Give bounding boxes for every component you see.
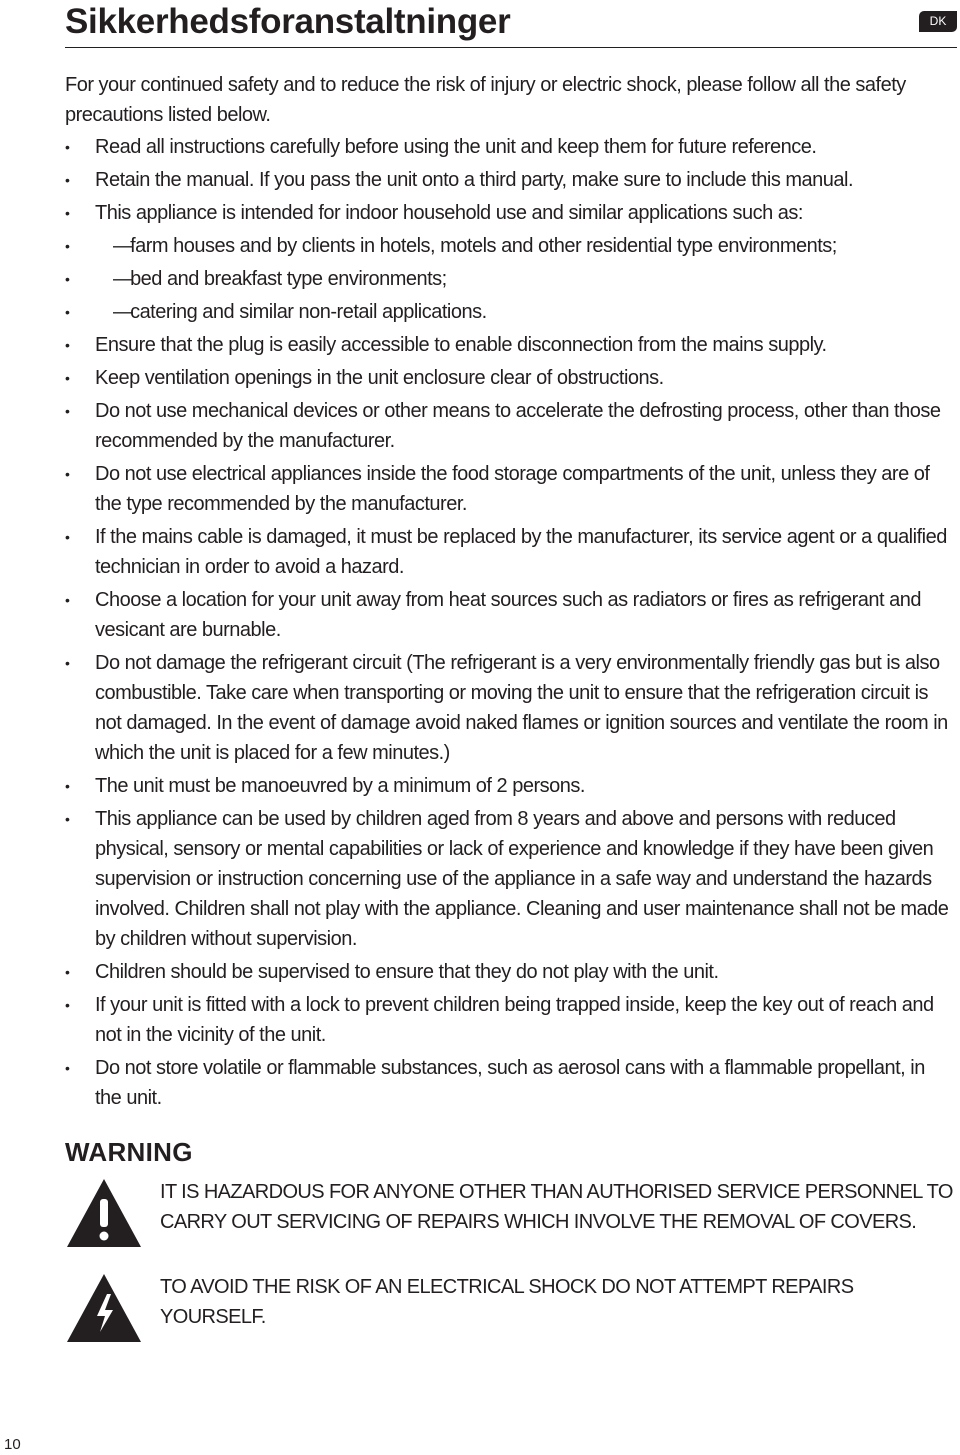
page-title: Sikkerhedsforanstaltninger — [65, 2, 511, 41]
list-item: • Retain the manual. If you pass the unit onto a third party, make sure to include this manual. — [65, 165, 955, 195]
list-item: • Children should be supervised to ensure that they do not play with the unit. — [65, 957, 955, 987]
list-item: • Choose a location for your unit away from heat sources such as radiators or fires as refrigerant and vesicant are burnable. — [65, 585, 955, 645]
intro-paragraph: For your continued safety and to reduce the risk of injury or electric shock, please follow all the safety precautions listed below. — [65, 74, 906, 126]
electrical-shock-warning-icon — [65, 1272, 143, 1344]
dash: — — [113, 301, 133, 323]
list-item: • Read all instructions carefully before using the unit and keep them for future reference. — [65, 132, 955, 162]
list-item: • Ensure that the plug is easily accessible to enable disconnection from the mains supply. — [65, 330, 955, 360]
page-number: 10 — [4, 1436, 21, 1453]
sub-list-item: • — catering and similar non-retail applications. — [65, 297, 955, 327]
safety-list — [65, 132, 955, 1113]
sub-list-item: • — bed and breakfast type environments; — [65, 264, 955, 294]
page-header — [65, 0, 957, 48]
safety-content — [65, 70, 955, 1116]
exclamation-warning-icon — [65, 1177, 143, 1249]
warning-text: IT IS HAZARDOUS FOR ANYONE OTHER THAN AUTHORISED SERVICE PERSONNEL TO CARRY OUT SERVICING OF REPAIRS WHICH INVOLVE THE REMOVAL OF COVERS. — [160, 1181, 953, 1233]
list-item: • Keep ventilation openings in the unit enclosure clear of obstructions. — [65, 363, 955, 393]
warning-heading: WARNING — [65, 1137, 193, 1167]
list-item: • This appliance is intended for indoor household use and similar applications such as: — [65, 198, 955, 228]
list-item: • If the mains cable is damaged, it must be replaced by the manufacturer, its service agent or a qualified technician in order to avoid a hazard. — [65, 522, 955, 582]
list-item: • The unit must be manoeuvred by a minimum of 2 persons. — [65, 771, 955, 801]
language-badge: DK — [919, 11, 957, 32]
list-item: • Do not use electrical appliances inside the food storage compartments of the unit, unless they are of the type recommended by the manufacturer. — [65, 459, 955, 519]
sub-list-item: • — farm houses and by clients in hotels, motels and other residential type environments; — [65, 231, 955, 261]
warning-text: TO AVOID THE RISK OF AN ELECTRICAL SHOCK DO NOT ATTEMPT REPAIRS YOURSELF. — [160, 1276, 854, 1328]
list-item: • Do not damage the refrigerant circuit (The refrigerant is a very environmentally friendly gas but is also combustible. Take care when transporting or moving the unit to ensure that the refrigeration circuit is not damaged. In the event of damage avoid naked flames or ignition sources and ventilate the room in which the unit is placed for a few minutes.) — [65, 648, 955, 768]
list-item: • If your unit is fitted with a lock to prevent children being trapped inside, keep the key out of reach and not in the vicinity of the unit. — [65, 990, 955, 1050]
dash: — — [113, 235, 133, 257]
list-item: • This appliance can be used by children aged from 8 years and above and persons with reduced physical, sensory or mental capabilities or lack of experience and knowledge if they have been given supervision or instruction concerning use of the appliance in a safe way and understand the hazards involved. Children shall not play with the appliance. Cleaning and user maintenance shall not be made by children without supervision. — [65, 804, 955, 954]
list-item: • Do not store volatile or flammable substances, such as aerosol cans with a flammable propellant, in the unit. — [65, 1053, 955, 1113]
list-item: • Do not use mechanical devices or other means to accelerate the defrosting process, other than those recommended by the manufacturer. — [65, 396, 955, 456]
dash: — — [113, 268, 133, 290]
